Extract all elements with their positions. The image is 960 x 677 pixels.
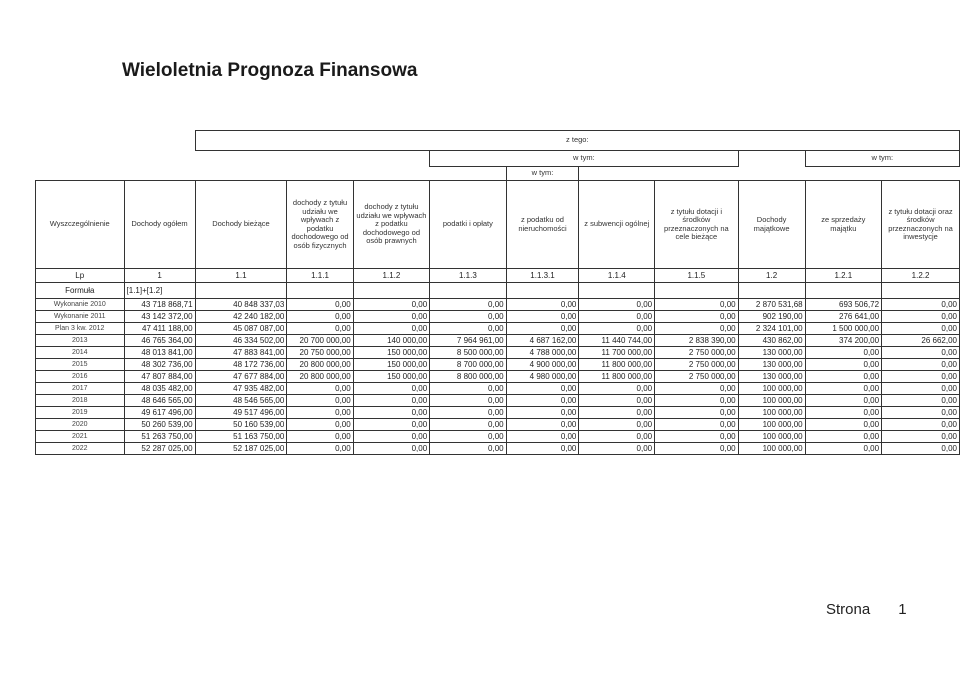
table-cell: 0,00	[430, 311, 506, 323]
table-cell: 47 807 884,00	[124, 371, 195, 383]
formula-cell	[882, 283, 960, 299]
table-cell: 0,00	[805, 395, 881, 407]
table-cell: 0,00	[506, 419, 579, 431]
table-cell: 45 087 087,00	[195, 323, 287, 335]
table-cell: 0,00	[353, 431, 429, 443]
table-body	[36, 299, 960, 455]
lp-cell: 1.2.1	[805, 269, 881, 283]
table-cell: 0,00	[882, 383, 960, 395]
row-label: Plan 3 kw. 2012	[36, 323, 125, 335]
table-cell: 100 000,00	[738, 407, 805, 419]
row-label: 2021	[36, 431, 125, 443]
table-cell: 48 646 565,00	[124, 395, 195, 407]
table-cell: 0,00	[353, 407, 429, 419]
table-cell: 0,00	[430, 407, 506, 419]
table-cell: 0,00	[655, 299, 738, 311]
col-header: Dochody ogółem	[124, 181, 195, 269]
table-cell: 8 700 000,00	[430, 359, 506, 371]
table-row	[36, 383, 960, 395]
table-cell: 0,00	[655, 407, 738, 419]
table-cell: 0,00	[805, 371, 881, 383]
table-cell: 902 190,00	[738, 311, 805, 323]
table-row	[36, 395, 960, 407]
lp-cell: 1.1.2	[353, 269, 429, 283]
table-cell: 11 800 000,00	[579, 371, 655, 383]
table-row	[36, 371, 960, 383]
lp-cell: 1.2	[738, 269, 805, 283]
table-cell: 0,00	[882, 395, 960, 407]
table-cell: 0,00	[882, 323, 960, 335]
table-cell: 11 700 000,00	[579, 347, 655, 359]
col-header: Dochody bieżące	[195, 181, 287, 269]
lp-row	[36, 269, 960, 283]
table-cell: 47 935 482,00	[195, 383, 287, 395]
header-z-tego: z tego:	[195, 131, 959, 151]
table-cell: 0,00	[805, 431, 881, 443]
table-cell: 0,00	[882, 311, 960, 323]
table-cell: 0,00	[882, 371, 960, 383]
table-cell: 48 013 841,00	[124, 347, 195, 359]
table-cell: 43 142 372,00	[124, 311, 195, 323]
table-cell: 20 700 000,00	[287, 335, 353, 347]
table-cell: 2 750 000,00	[655, 359, 738, 371]
table-cell: 2 750 000,00	[655, 371, 738, 383]
table-cell: 0,00	[287, 431, 353, 443]
table-cell: 0,00	[655, 383, 738, 395]
table-cell: 11 440 744,00	[579, 335, 655, 347]
table-cell: 49 617 496,00	[124, 407, 195, 419]
table-row	[36, 407, 960, 419]
table-row	[36, 335, 960, 347]
formula-cell: Formuła	[36, 283, 125, 299]
lp-cell: 1.2.2	[882, 269, 960, 283]
table-cell: 0,00	[805, 347, 881, 359]
table-cell: 0,00	[805, 359, 881, 371]
table-row	[36, 323, 960, 335]
table-cell: 0,00	[579, 383, 655, 395]
table-cell: 430 862,00	[738, 335, 805, 347]
formula-cell	[655, 283, 738, 299]
table-cell: 100 000,00	[738, 395, 805, 407]
table-cell: 0,00	[430, 395, 506, 407]
table-cell: 100 000,00	[738, 443, 805, 455]
formula-cell	[579, 283, 655, 299]
table-cell: 0,00	[430, 431, 506, 443]
formula-cell	[353, 283, 429, 299]
page-footer	[826, 601, 907, 618]
row-label: 2013	[36, 335, 125, 347]
col-header: dochody z tytułu udziału we wpływach z podatku dochodowego od osób prawnych	[353, 181, 429, 269]
table-cell: 0,00	[430, 323, 506, 335]
table-cell: 0,00	[287, 299, 353, 311]
table-cell: 48 035 482,00	[124, 383, 195, 395]
formula-cell	[506, 283, 579, 299]
table-cell: 2 324 101,00	[738, 323, 805, 335]
header-w-tym-2: w tym:	[805, 151, 959, 167]
table-cell: 2 838 390,00	[655, 335, 738, 347]
table-cell: 0,00	[655, 323, 738, 335]
row-label: 2016	[36, 371, 125, 383]
table-cell: 0,00	[655, 311, 738, 323]
table-cell: 0,00	[287, 323, 353, 335]
col-header: z tytułu dotacji oraz środków przeznaczonych na inwestycje	[882, 181, 960, 269]
lp-cell: 1.1.3.1	[506, 269, 579, 283]
table-cell: 150 000,00	[353, 359, 429, 371]
lp-cell: 1	[124, 269, 195, 283]
table-cell: 0,00	[287, 419, 353, 431]
table-cell: 48 172 736,00	[195, 359, 287, 371]
table-cell: 0,00	[353, 323, 429, 335]
formula-row	[36, 283, 960, 299]
table-cell: 140 000,00	[353, 335, 429, 347]
table-cell: 693 506,72	[805, 299, 881, 311]
page-title: Wieloletnia Prognoza Finansowa	[122, 60, 418, 81]
table-cell: 46 334 502,00	[195, 335, 287, 347]
table-cell: 0,00	[506, 299, 579, 311]
table-cell: 100 000,00	[738, 383, 805, 395]
table-cell: 50 260 539,00	[124, 419, 195, 431]
table-cell: 4 687 162,00	[506, 335, 579, 347]
lp-cell: 1.1.4	[579, 269, 655, 283]
table-row	[36, 299, 960, 311]
formula-cell	[738, 283, 805, 299]
table-row	[36, 419, 960, 431]
row-label: 2018	[36, 395, 125, 407]
formula-cell: [1.1]+[1.2]	[124, 283, 195, 299]
forecast-table	[35, 130, 960, 455]
table-cell: 0,00	[579, 443, 655, 455]
formula-cell	[287, 283, 353, 299]
table-cell: 130 000,00	[738, 347, 805, 359]
table-cell: 42 240 182,00	[195, 311, 287, 323]
table-cell: 0,00	[655, 443, 738, 455]
table-cell: 130 000,00	[738, 371, 805, 383]
table-cell: 2 750 000,00	[655, 347, 738, 359]
formula-cell	[430, 283, 506, 299]
table-cell: 0,00	[430, 419, 506, 431]
lp-cell: 1.1	[195, 269, 287, 283]
row-label: 2015	[36, 359, 125, 371]
col-header: z tytułu dotacji i środków przeznaczonych na cele bieżące	[655, 181, 738, 269]
table-cell: 50 160 539,00	[195, 419, 287, 431]
table-cell: 0,00	[430, 383, 506, 395]
table-cell: 0,00	[882, 347, 960, 359]
table-cell: 100 000,00	[738, 431, 805, 443]
row-label: 2022	[36, 443, 125, 455]
table-cell: 43 718 868,71	[124, 299, 195, 311]
table-cell: 0,00	[882, 407, 960, 419]
table-cell: 276 641,00	[805, 311, 881, 323]
table-cell: 0,00	[287, 407, 353, 419]
table-cell: 150 000,00	[353, 347, 429, 359]
table-cell: 0,00	[579, 299, 655, 311]
table-cell: 8 500 000,00	[430, 347, 506, 359]
table-cell: 46 765 364,00	[124, 335, 195, 347]
col-header: z podatku od nieruchomości	[506, 181, 579, 269]
lp-cell: 1.1.3	[430, 269, 506, 283]
table-cell: 0,00	[579, 311, 655, 323]
table-cell: 0,00	[353, 299, 429, 311]
table-cell: 47 883 841,00	[195, 347, 287, 359]
table-cell: 0,00	[882, 299, 960, 311]
table-cell: 0,00	[353, 419, 429, 431]
table-cell: 0,00	[287, 311, 353, 323]
table-cell: 0,00	[579, 323, 655, 335]
table-cell: 0,00	[882, 359, 960, 371]
header-w-tym-1: w tym:	[430, 151, 738, 167]
header-w-tym-3: w tym:	[506, 167, 579, 181]
table-cell: 40 848 337,03	[195, 299, 287, 311]
table-cell: 0,00	[353, 311, 429, 323]
table-cell: 47 411 188,00	[124, 323, 195, 335]
col-header: podatki i opłaty	[430, 181, 506, 269]
col-header: dochody z tytułu udziału we wpływach z podatku dochodowego od osób fizycznych	[287, 181, 353, 269]
page-number: 1	[898, 601, 907, 618]
table-cell: 0,00	[506, 311, 579, 323]
row-label: 2014	[36, 347, 125, 359]
header-row-3	[36, 167, 960, 181]
table-cell: 0,00	[287, 395, 353, 407]
table-cell: 0,00	[882, 419, 960, 431]
table-cell: 0,00	[506, 323, 579, 335]
table-row	[36, 443, 960, 455]
table-cell: 4 788 000,00	[506, 347, 579, 359]
table-cell: 11 800 000,00	[579, 359, 655, 371]
table-cell: 48 546 565,00	[195, 395, 287, 407]
table-cell: 51 263 750,00	[124, 431, 195, 443]
table-cell: 0,00	[506, 431, 579, 443]
table-cell: 0,00	[353, 383, 429, 395]
table-cell: 0,00	[805, 419, 881, 431]
table-cell: 0,00	[655, 419, 738, 431]
page-label: Strona	[826, 601, 871, 618]
table-cell: 0,00	[655, 431, 738, 443]
table-row	[36, 311, 960, 323]
table-cell: 20 800 000,00	[287, 359, 353, 371]
table-cell: 0,00	[287, 383, 353, 395]
table-cell: 0,00	[506, 443, 579, 455]
header-row-2	[36, 151, 960, 167]
col-header: ze sprzedaży majątku	[805, 181, 881, 269]
table-cell: 0,00	[506, 407, 579, 419]
table-cell: 4 980 000,00	[506, 371, 579, 383]
row-label: 2019	[36, 407, 125, 419]
col-header: z subwencji ogólnej	[579, 181, 655, 269]
col-header: Wyszczególnienie	[36, 181, 125, 269]
row-label: 2017	[36, 383, 125, 395]
table-cell: 0,00	[506, 395, 579, 407]
table-cell: 0,00	[353, 395, 429, 407]
table-cell: 49 517 496,00	[195, 407, 287, 419]
table-cell: 0,00	[655, 395, 738, 407]
table-cell: 47 677 884,00	[195, 371, 287, 383]
table-cell: 0,00	[805, 407, 881, 419]
table-cell: 26 662,00	[882, 335, 960, 347]
table-cell: 4 900 000,00	[506, 359, 579, 371]
formula-cell	[805, 283, 881, 299]
table-row	[36, 347, 960, 359]
row-label: Wykonanie 2010	[36, 299, 125, 311]
table-cell: 52 187 025,00	[195, 443, 287, 455]
header-row-1	[36, 131, 960, 151]
header-row-columns	[36, 181, 960, 269]
table-cell: 0,00	[805, 443, 881, 455]
table-cell: 0,00	[579, 419, 655, 431]
col-header: Dochody majątkowe	[738, 181, 805, 269]
table-cell: 130 000,00	[738, 359, 805, 371]
table-cell: 0,00	[579, 431, 655, 443]
table-cell: 0,00	[430, 299, 506, 311]
table-cell: 100 000,00	[738, 419, 805, 431]
lp-cell: 1.1.5	[655, 269, 738, 283]
lp-cell: 1.1.1	[287, 269, 353, 283]
table-cell: 0,00	[579, 407, 655, 419]
table-cell: 20 750 000,00	[287, 347, 353, 359]
table-cell: 0,00	[506, 383, 579, 395]
table-cell: 0,00	[353, 443, 429, 455]
table-cell: 0,00	[882, 443, 960, 455]
table-cell: 2 870 531,68	[738, 299, 805, 311]
table-cell: 7 964 961,00	[430, 335, 506, 347]
table-row	[36, 359, 960, 371]
table-cell: 0,00	[430, 443, 506, 455]
table-cell: 8 800 000,00	[430, 371, 506, 383]
table-cell: 0,00	[579, 395, 655, 407]
formula-cell	[195, 283, 287, 299]
table-cell: 1 500 000,00	[805, 323, 881, 335]
table-cell: 0,00	[287, 443, 353, 455]
table-cell: 20 800 000,00	[287, 371, 353, 383]
row-label: Wykonanie 2011	[36, 311, 125, 323]
lp-cell: Lp	[36, 269, 125, 283]
table-row	[36, 431, 960, 443]
table-cell: 48 302 736,00	[124, 359, 195, 371]
table-cell: 0,00	[805, 383, 881, 395]
table-cell: 150 000,00	[353, 371, 429, 383]
row-label: 2020	[36, 419, 125, 431]
table-cell: 0,00	[882, 431, 960, 443]
table-cell: 51 163 750,00	[195, 431, 287, 443]
table-cell: 52 287 025,00	[124, 443, 195, 455]
table-cell: 374 200,00	[805, 335, 881, 347]
